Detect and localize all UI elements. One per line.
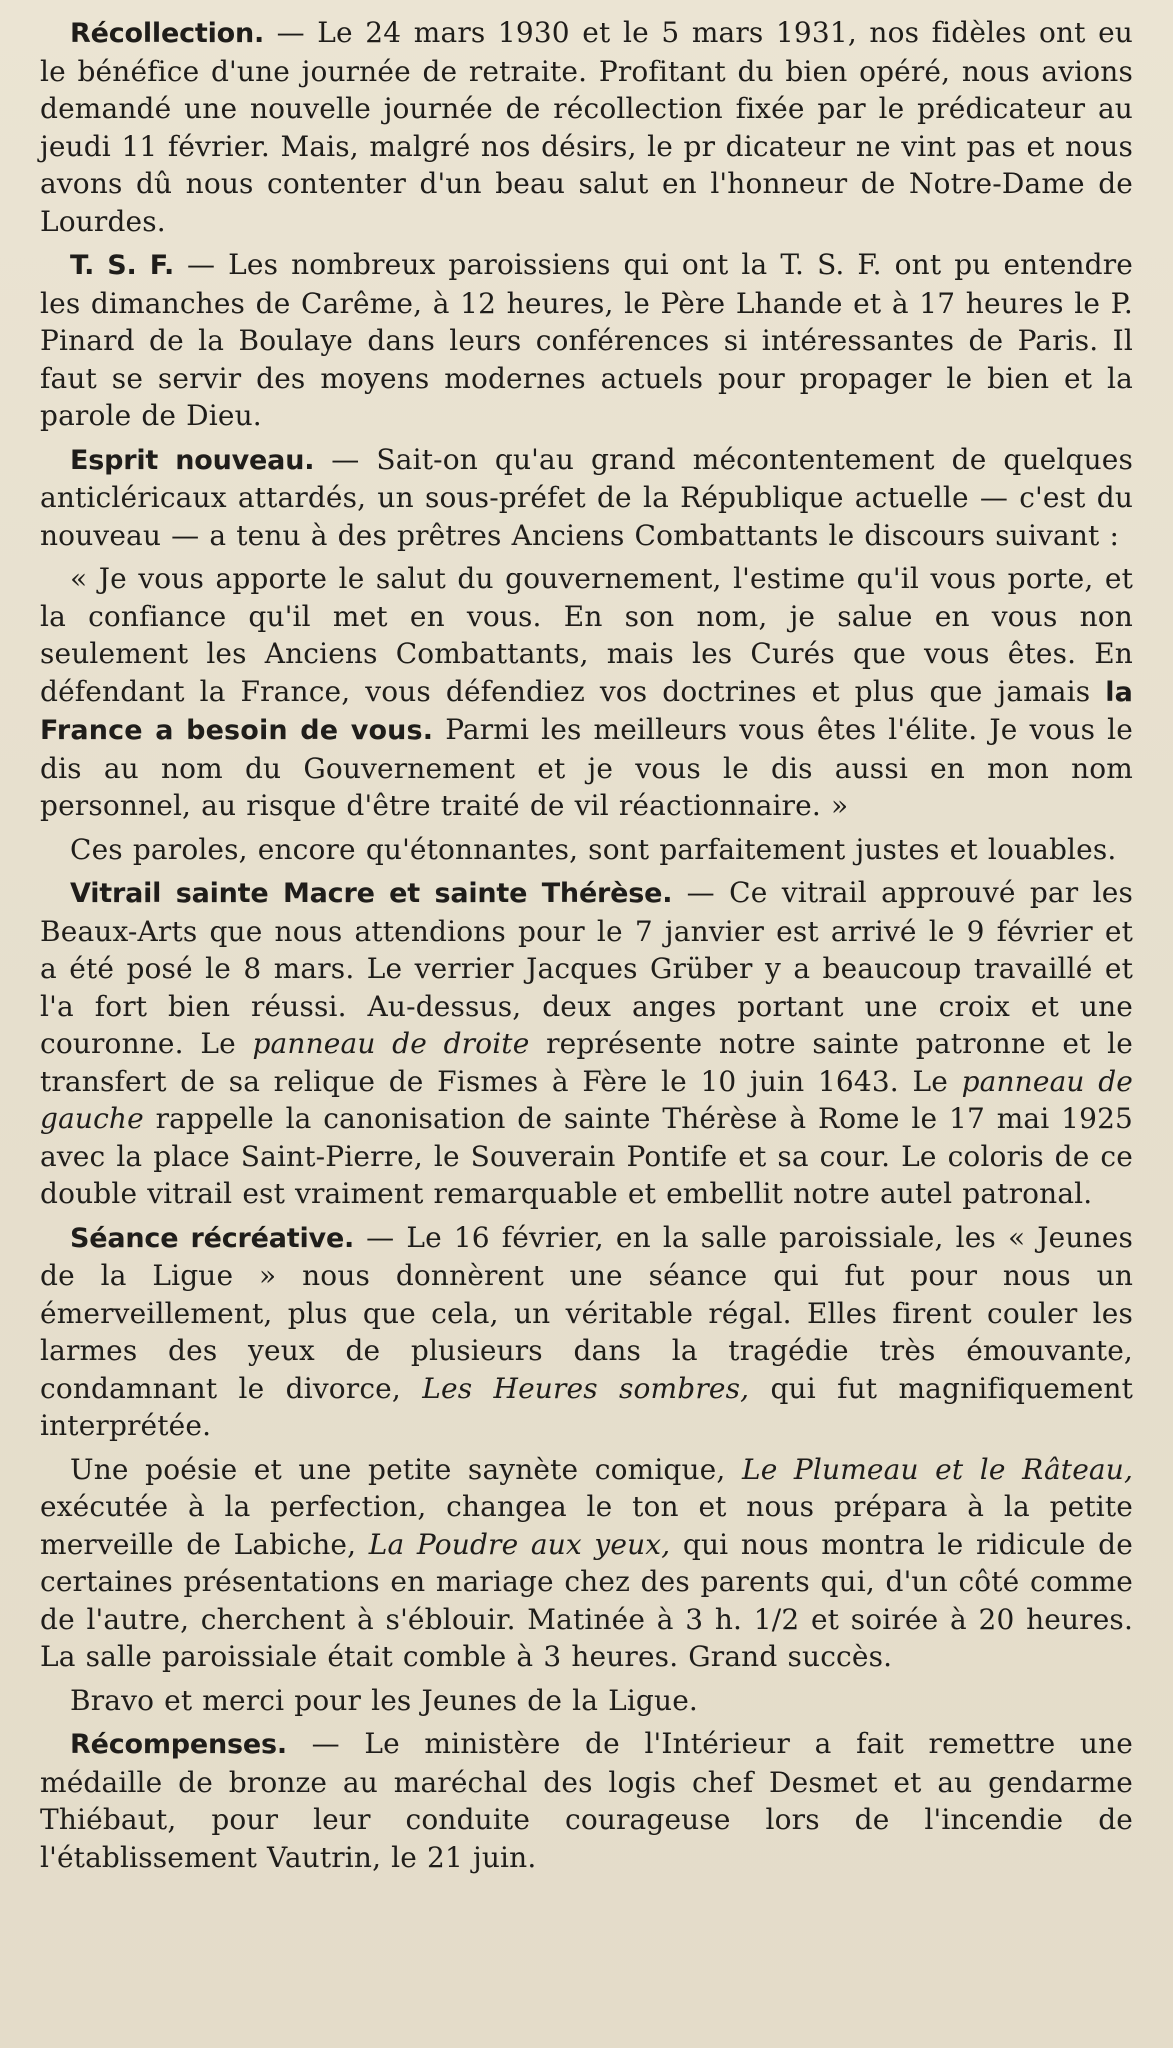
italic-panneau-gauche: panneau de gauche bbox=[40, 1064, 1134, 1135]
heading-recollection: Récollection. bbox=[70, 18, 265, 49]
text-seance-p2-1: Une poésie et une petite saynète comique, bbox=[70, 1452, 742, 1486]
paragraph-vitrail bbox=[40, 874, 1133, 1213]
text-vitrail-3: rappelle la canonisation de sainte Thérèse à Rome le 17 mai 1925 avec la place Saint-Pierre, le Souverain Pontife et sa cour. Le coloris de ce double vitrail est vraiment remarquable et embellit notre autel patronal. bbox=[40, 1102, 1133, 1210]
italic-heures-sombres: Les Heures sombres, bbox=[422, 1371, 750, 1405]
heading-esprit-nouveau: Esprit nouveau. bbox=[70, 444, 315, 476]
text-seance-p2-2: exécutée à la perfection, changea le ton et nous prépara à la petite merveille de Labiche, bbox=[40, 1490, 1133, 1561]
text-vitrail-2: représente notre sainte patronne et le transfert de sa relique de Fismes à Fère le 10 juin 1643. Le bbox=[40, 1027, 1133, 1098]
text-comment: Ces paroles, encore qu'étonnantes, sont parfaitement justes et louables. bbox=[70, 832, 1117, 866]
text-seance-p2-3: qui nous montra le ridicule de certaines présentations en mariage chez des parents qui, d'un côté comme de l'autre, cherchent à s'éblouir. Matinée à 3 h. 1/2 et soirée à 20 heures. La salle paroissiale était comble à 3 heures. Grand succès. bbox=[40, 1527, 1133, 1673]
paragraph-seance-2 bbox=[40, 1451, 1133, 1676]
paragraph-quote bbox=[40, 560, 1133, 825]
paragraph-recollection bbox=[40, 14, 1133, 240]
paragraph-recompenses bbox=[40, 1725, 1133, 1876]
heading-vitrail: Vitrail sainte Macre et sainte Thérèse. bbox=[70, 878, 673, 909]
text-tsf: — Les nombreux paroissiens qui ont la T. S. F. ont pu entendre les dimanches de Carême, à 12 heures, le Père Lhande et à 17 heures le P. Pinard de la Boulaye dans leurs conférences si intéressantes de Paris. Il faut se servir des moyens modernes actuels pour propager le bien et la parole de Dieu. bbox=[40, 248, 1133, 432]
paragraph-esprit-nouveau bbox=[40, 441, 1133, 555]
quote-text-before: « Je vous apporte le salut du gouvernement, l'estime qu'il vous porte, et la confiance qu'il met en vous. En son nom, je salue en vous non seulement les Anciens Combattants, mais les Curés que vous êtes. En défendant la France, vous défendiez vos doctrines et plus que jamais bbox=[40, 562, 1133, 708]
quote-bold-phrase: la France a besoin de vous. bbox=[40, 676, 1133, 746]
heading-tsf: T. S. F. bbox=[70, 250, 175, 281]
text-seance-1: — Le 16 février, en la salle paroissiale, les « Jeunes de la Ligue » nous donnèrent une séance qui fut pour nous un émerveillement, plus que cela, un véritable régal. Elles firent couler les larmes des yeux de plusieurs dans la tragédie très émouvante, condamnant le divorce, bbox=[40, 1220, 1133, 1405]
text-recompenses: — Le ministère de l'Intérieur a fait remettre une médaille de bronze au maréchal des logis chef Desmet et au gendarme Thiébaut, pour leur conduite courageuse lors de l'incendie de l'établissement Vautrin, le 21 juin. bbox=[40, 1727, 1133, 1874]
paragraph-seance bbox=[40, 1219, 1133, 1445]
quote-text-after: Parmi les meilleurs vous êtes l'élite. Je vous le dis au nom du Gouvernement et je vous le dis aussi en mon nom personnel, au risque d'être traité de vil réactionnaire. » bbox=[40, 713, 1133, 822]
paragraph-bravo bbox=[40, 1682, 1133, 1720]
italic-poudre-aux-yeux: La Poudre aux yeux, bbox=[368, 1527, 671, 1561]
italic-panneau-droite: panneau de droite bbox=[252, 1027, 530, 1060]
text-seance-2: qui fut magnifiquement interprétée. bbox=[40, 1371, 1133, 1442]
text-recollection: — Le 24 mars 1930 et le 5 mars 1931, nos fidèles ont eu le bénéfice d'une journée de retraite. Profitant du bien opéré, nous avions demandé une nouvelle journée de récollection fixée par le prédicateur au jeudi 11 février. Mais, malgré nos désirs, le pr dicateur ne vint pas et nous avons dû nous contenter d'un beau salut en l'honneur de Notre-Dame de Lourdes. bbox=[40, 16, 1133, 238]
paragraph-comment bbox=[40, 831, 1133, 869]
paragraph-tsf bbox=[40, 246, 1133, 435]
text-esprit-nouveau: — Sait-on qu'au grand mécontentement de quelques anticléricaux attardés, un sous-préfet de la République actuelle — c'est du nouveau — a tenu à des prêtres Anciens Combattants le discours suivant : bbox=[40, 442, 1134, 552]
text-vitrail-1: — Ce vitrail approuvé par les Beaux-Arts que nous attendions pour le 7 janvier est arrivé le 9 février et a été posé le 8 mars. Le verrier Jacques Grüber y a beaucoup travaillé et l'a fort bien réussi. Au-dessus, deux anges portant une croix et une couronne. Le bbox=[40, 876, 1133, 1060]
italic-plumeau-rateau: Le Plumeau et le Râteau, bbox=[741, 1452, 1133, 1486]
heading-recompenses: Récompenses. bbox=[70, 1729, 287, 1760]
heading-seance: Séance récréative. bbox=[70, 1222, 355, 1254]
text-bravo: Bravo et merci pour les Jeunes de la Ligue. bbox=[70, 1683, 698, 1717]
